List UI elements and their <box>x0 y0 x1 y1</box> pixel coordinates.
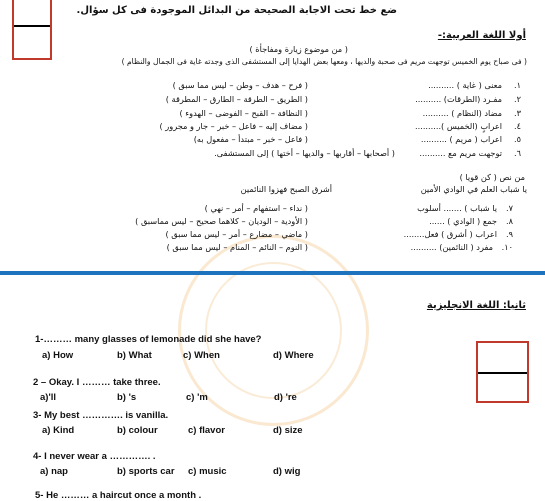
answer-options[interactable]: ( فرح – هدف – وطن – ليس مما سبق ) <box>172 80 308 90</box>
topic-line: ( من موضوع زيارة ومفاجأة ) <box>249 44 348 54</box>
score-box-top <box>12 0 52 60</box>
passage: ( فى صباح يوم الخميس توجهت مريم فى صحبة والديها ، ومعها بعض الهدايا إلى المستشفى الذى وجدته غاية فى الجمال والنظام ) <box>121 57 527 66</box>
question-number: ١. <box>513 80 521 90</box>
question-number: ٧. <box>505 203 513 213</box>
option-a[interactable]: a)'ll <box>40 392 56 403</box>
option-b[interactable]: b) What <box>117 350 152 361</box>
question-number: ٦. <box>513 148 521 158</box>
question-text: 1-……… many glasses of lemonade did she have? <box>35 334 262 345</box>
question-number: ٣. <box>513 108 521 118</box>
answer-options[interactable]: ( الطريق – الطرقة – الطارق – المطرقة ) <box>165 94 308 104</box>
question-text: مضاد (النظام ) .......... <box>422 108 502 118</box>
question-text: مفـرد (الطرقات) .......... <box>415 94 502 104</box>
arabic-section-title: أولا اللغة العربية:- <box>437 30 526 41</box>
question-text: جمع ( الوادي ) ...... <box>429 216 497 226</box>
question-number: ٤. <box>513 121 521 131</box>
question-text: توجهت مريم مع .......... <box>419 148 502 158</box>
question-number: ٩. <box>505 229 513 239</box>
text-title: من نص ( كن قويا ) <box>459 172 525 182</box>
option-d[interactable]: d) wig <box>273 466 301 477</box>
answer-options[interactable]: ( فاعل – خبر – مبتدأ – مفعول به) <box>193 134 308 144</box>
answer-options[interactable]: ( مضاف إليه – فاعل – خبر – جار و مجرور ) <box>159 121 308 131</box>
question-number: ١٠. <box>501 242 513 252</box>
question-text: اعرابٍ (الخميس ).......... <box>415 121 502 131</box>
question-text: اعراب ( مريم ) .......... <box>420 134 502 144</box>
question-number: ٢. <box>513 94 521 104</box>
question-number: ٨. <box>505 216 513 226</box>
verse-left: أشرق الصبح فهزوا النائمين <box>240 184 332 194</box>
option-c[interactable]: c) flavor <box>188 425 225 436</box>
option-d[interactable]: d) Where <box>273 350 314 361</box>
answer-options[interactable]: ( نداء – استفهام – أمر – نهي ) <box>204 203 308 213</box>
option-b[interactable]: b) sports car <box>117 466 175 477</box>
question-text: اعراب ( أشرق ) فعل........ <box>403 229 497 239</box>
answer-options[interactable]: ( الأودية – الوديان – كلاهما صحيح – ليس مماسبق ) <box>135 216 308 226</box>
option-d[interactable]: d) size <box>273 425 303 436</box>
question-text: مفرد ( النائمين) .......... <box>410 242 493 252</box>
english-section-title: ثانيا: اللغة الانجليزية <box>426 300 526 311</box>
answer-options[interactable]: ( أصحابها – أقاربها – والديها – أختها ) إلى المستشفى. <box>214 148 395 158</box>
instruction: ضع خط تحت الاجابة الصحيحة من البدائل الموجودة فى كل سؤال. <box>76 5 397 16</box>
answer-options[interactable]: ( النوم – النائم – المنام – ليس مما سبق ) <box>166 242 308 252</box>
answer-options[interactable]: ( ماضي – مضارع – أمر – ليس مما سبق ) <box>165 229 308 239</box>
section-divider <box>0 271 545 275</box>
verse-right: يا شباب العلم في الوادي الأمين <box>420 184 527 194</box>
option-c[interactable]: c) When <box>183 350 220 361</box>
question-text: 3- My best …………. is vanilla. <box>33 410 169 421</box>
option-b[interactable]: b) colour <box>117 425 158 436</box>
question-text: 5- He ……… a haircut once a month . <box>35 490 202 501</box>
question-text: 4- I never wear a …………. . <box>33 451 156 462</box>
option-d[interactable]: d) 're <box>274 392 297 403</box>
answer-options[interactable]: ( النظافة – القبح – الفوضى – الهدوء ) <box>179 108 308 118</box>
score-box-english <box>476 341 529 403</box>
question-text: يا شباب ) ....... أسلوب <box>417 203 497 213</box>
option-c[interactable]: c) music <box>188 466 227 477</box>
option-a[interactable]: a) nap <box>40 466 68 477</box>
option-a[interactable]: a) Kind <box>42 425 75 436</box>
question-text: معنى ( غاية ) .......... <box>428 80 502 90</box>
question-text: 2 – Okay. I ……… take three. <box>33 377 161 388</box>
option-c[interactable]: c) 'm <box>186 392 208 403</box>
option-b[interactable]: b) 's <box>117 392 137 403</box>
question-number: ٥. <box>513 134 521 144</box>
option-a[interactable]: a) How <box>42 350 74 361</box>
